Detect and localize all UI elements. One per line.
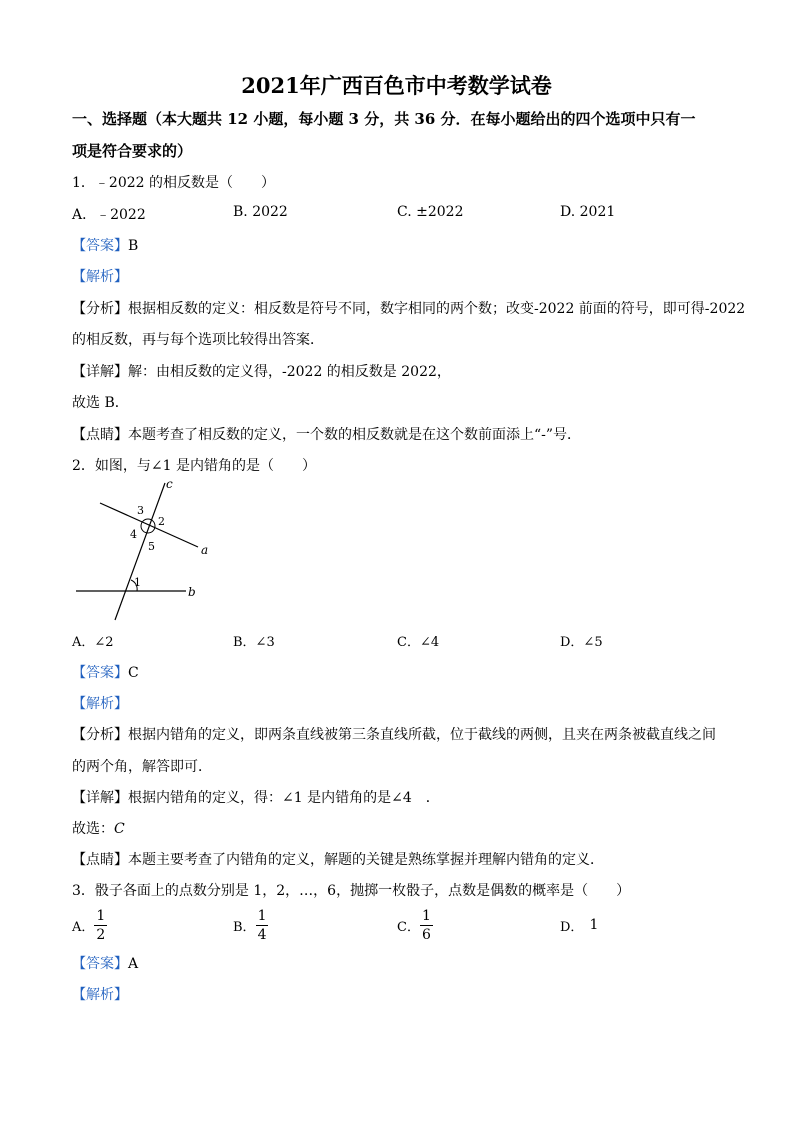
q1-option-b: B. 2022 [233,204,288,220]
q2-dianjing-text: 本题主要考查了内错角的定义，解题的关键是熟练掌握并理解内错角的定义． [128,852,604,868]
q3-option-b-label: B． [233,919,256,935]
fraction-denominator: 4 [257,926,267,943]
q1-guxuan: 故选 B． [72,395,129,411]
q2-stem: 2．如图，与∠1 是内错角的是（ ） [72,458,316,474]
q2-fenxi-text1: 根据内错角的定义，即两条直线被第三条直线所截，位于截线的两侧，且夹在两条被截直线之间 [128,727,716,743]
q2-option-c: C．∠4 [397,635,440,650]
q2-analysis-tag: 【解析】 [72,696,128,712]
q1-xiangjie-text: 解：由相反数的定义得，-2022 的相反数是 2022， [128,364,451,380]
label-c: c [166,477,173,491]
q3-answer [72,953,138,973]
q1-answer-tag: 【答案】 [72,238,128,254]
label-angle-4: 4 [130,528,137,541]
page-title: 2021年广西百色市中考数学试卷 [241,73,552,98]
q1-fenxi-text1: 根据相反数的定义：相反数是符号不同，数字相同的两个数；改变-2022 前面的符号，即可得-2022 [128,301,746,317]
label-angle-2: 2 [158,515,165,528]
q3-answer-tag: 【答案】 [72,956,128,972]
q3-option-d [560,905,598,945]
q1-xiangjie [72,361,451,381]
q2-dianjing-tag: 【点睛】 [72,852,128,868]
q2-option-a: A．∠2 [72,635,114,650]
q2-answer-value: C [128,665,139,681]
label-angle-5: 5 [148,540,155,553]
label-angle-1: 1 [134,576,141,589]
q2-guxuan-prefix: 故选： [72,821,114,837]
q1-fenxi-tag: 【分析】 [72,301,128,317]
section-heading-line2: 项是符合要求的） [72,142,193,160]
q2-fenxi-tag: 【分析】 [72,727,128,743]
q1-option-a: A．﹣2022 [72,207,146,223]
q3-option-a-label: A． [72,919,95,935]
q1-answer [72,235,138,255]
q2-figure [70,475,210,625]
q2-xiangjie-tag: 【详解】 [72,790,128,806]
q2-fenxi-line2: 的两个角，解答即可． [72,759,212,775]
q1-analysis-tag: 【解析】 [72,269,128,285]
q1-answer-value: B [128,238,139,254]
q1-fenxi-line1 [72,298,745,318]
q1-option-c: C. ±2022 [397,204,464,220]
q3-option-a-fraction [94,907,107,944]
q3-option-b [233,905,268,945]
q3-option-c [397,905,433,945]
q1-xiangjie-tag: 【详解】 [72,364,128,380]
label-b: b [188,585,196,599]
q1-dianjing-text: 本题考查了相反数的定义，一个数的相反数就是在这个数前面添上“-”号． [128,427,582,443]
q3-answer-value: A [128,956,139,972]
label-angle-3: 3 [137,504,144,517]
q2-answer-tag: 【答案】 [72,665,128,681]
fraction-denominator: 2 [96,926,106,943]
q2-answer [72,662,139,682]
q2-dianjing [72,849,604,869]
q3-option-b-fraction [256,907,269,944]
q3-option-c-label: C． [397,919,420,935]
q2-guxuan-letter: C [114,821,125,837]
q1-dianjing-tag: 【点睛】 [72,427,128,443]
fraction-numerator: 1 [96,907,106,924]
q3-option-c-fraction [420,907,433,944]
q1-option-d: D. 2021 [560,204,616,220]
fraction-numerator: 1 [257,907,267,924]
q1-dianjing [72,424,581,444]
fraction-denominator: 6 [421,926,431,943]
q2-fenxi-line1 [72,724,716,744]
q2-xiangjie-text: 根据内错角的定义，得：∠1 是内错角的是∠4 ． [128,790,440,806]
q3-analysis-tag: 【解析】 [72,987,128,1003]
section-heading-line1: 一、选择题（本大题共 12 小题，每小题 3 分，共 36 分．在每小题给出的四个选项中只有一 [72,110,696,128]
q3-option-d-value: 1 [589,917,599,933]
q2-option-b: B．∠3 [233,635,275,650]
q3-option-d-label: D． [560,919,584,935]
q2-option-d: D．∠5 [560,635,603,650]
q2-guxuan [72,818,125,838]
fraction-numerator: 1 [421,907,431,924]
q1-stem: 1．﹣2022 的相反数是（ ） [72,175,275,191]
q3-stem: 3．骰子各面上的点数分别是 1，2，…，6，抛掷一枚骰子，点数是偶数的概率是（ ） [72,883,631,899]
q1-fenxi-line2: 的相反数，再与每个选项比较得出答案． [72,332,324,348]
q3-option-a [72,905,107,945]
label-a: a [201,543,209,557]
q2-xiangjie [72,787,440,807]
